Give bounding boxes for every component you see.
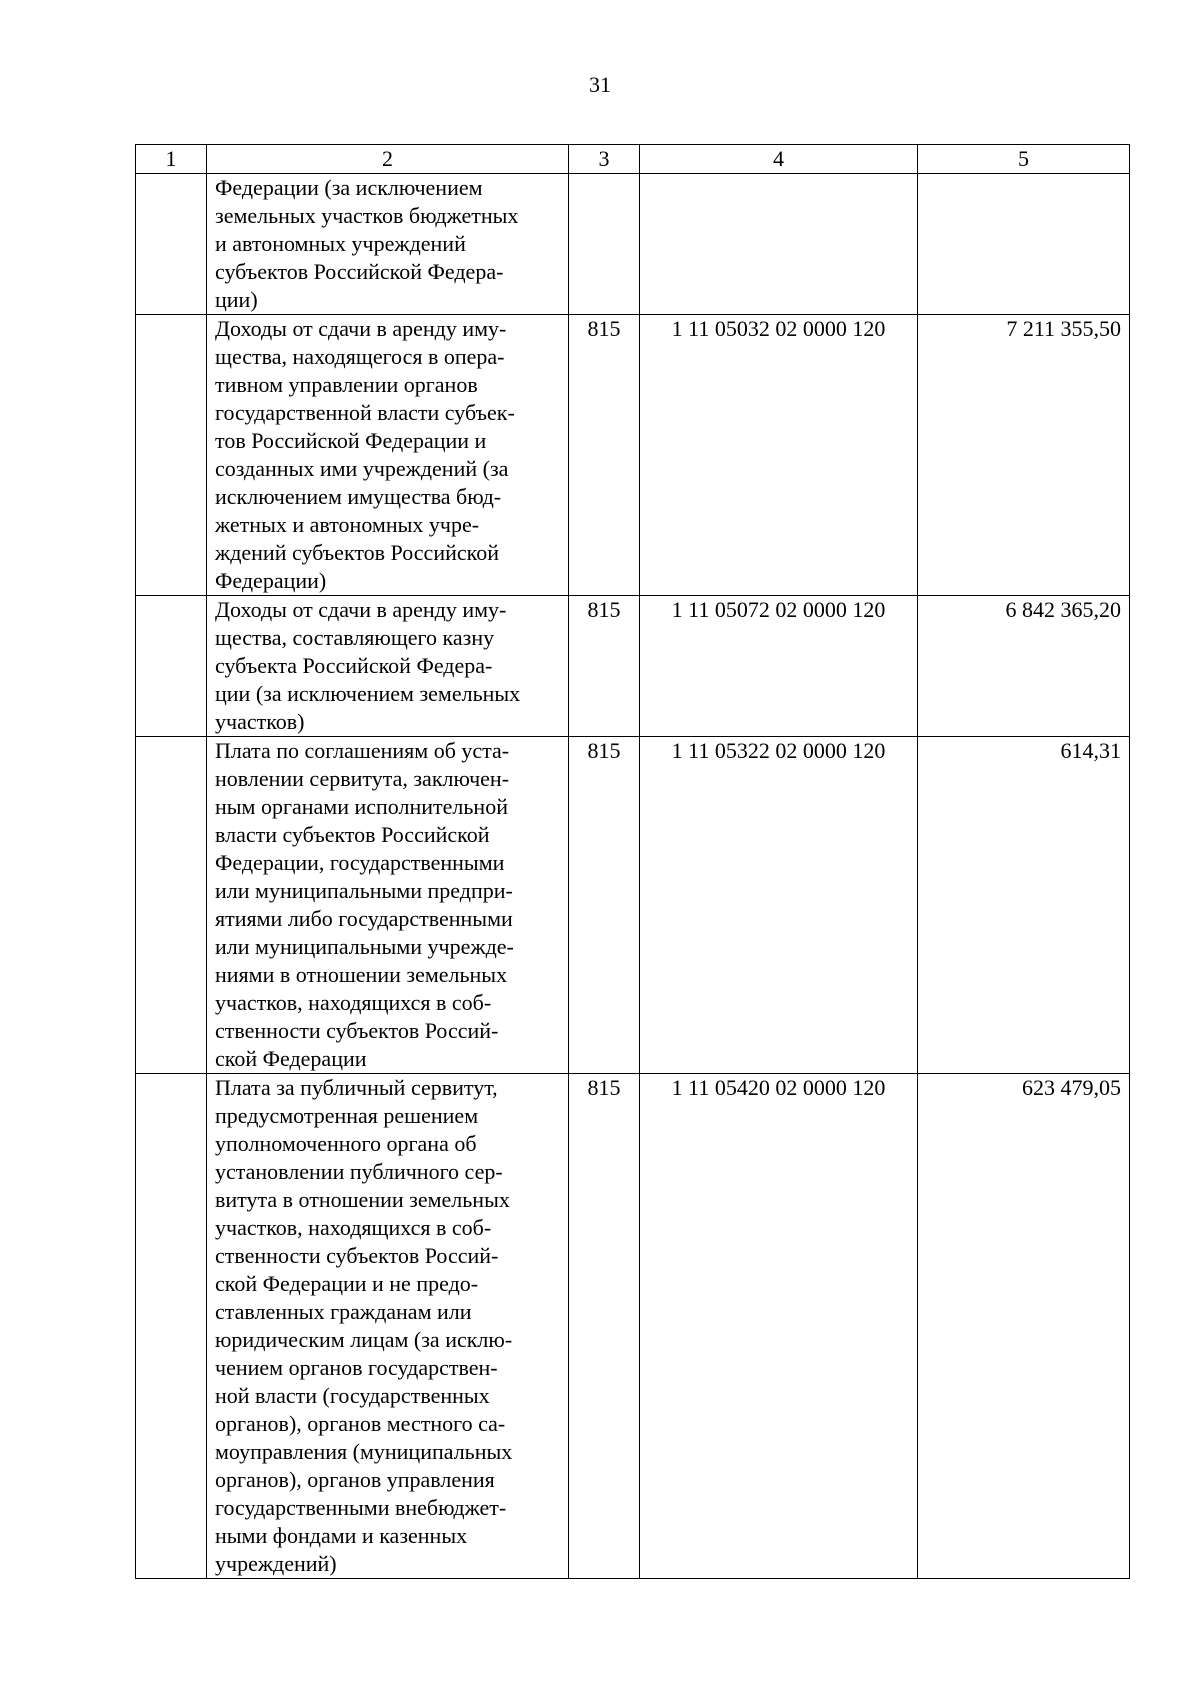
revenue-name-line: чением органов государствен-: [215, 1355, 498, 1380]
budget-classification-code-cell: 1 11 05072 02 0000 120: [640, 596, 918, 737]
revenue-name-line: щества, находящегося в опера-: [215, 344, 505, 369]
admin-code-cell: 815: [569, 737, 640, 1074]
table-row: [136, 315, 1130, 596]
budget-classification-code-cell: 1 11 05032 02 0000 120: [640, 315, 918, 596]
header-col-4: 4: [640, 145, 918, 174]
revenue-name-line: тивном управлении органов: [215, 372, 478, 397]
revenue-name-line: органов), органов местного са-: [215, 1411, 506, 1436]
budget-classification-code-cell: 1 11 05322 02 0000 120: [640, 737, 918, 1074]
revenue-name-line: ской Федерации: [215, 1046, 367, 1071]
revenue-name-line: и автономных учреждений: [215, 231, 466, 256]
revenue-name-line: ственности субъектов Россий-: [215, 1018, 499, 1043]
revenue-name-line: уполномоченного органа об: [215, 1131, 477, 1156]
revenue-name-cell: [207, 737, 569, 1074]
revenue-name-cell: [207, 315, 569, 596]
row-number-cell: [136, 315, 207, 596]
revenue-name-line: земельных участков бюджетных: [215, 203, 519, 228]
revenue-name-line: или муниципальными учрежде-: [215, 934, 514, 959]
table-row: [136, 737, 1130, 1074]
revenue-name-line: субъекта Российской Федера-: [215, 653, 493, 678]
table-row: [136, 1074, 1130, 1579]
revenue-name-line: Доходы от сдачи в аренду иму-: [215, 316, 507, 341]
revenue-name-line: предусмотренная решением: [215, 1103, 479, 1128]
header-col-1: 1: [136, 145, 207, 174]
revenue-name-line: ным органами исполнительной: [215, 794, 508, 819]
row-number-cell: [136, 596, 207, 737]
amount-cell: 7 211 355,50: [918, 315, 1130, 596]
revenue-name-line: участков): [215, 709, 305, 734]
revenue-name-line: ставленных гражданам или: [215, 1299, 472, 1324]
table-row: [136, 596, 1130, 737]
header-col-2: 2: [207, 145, 569, 174]
revenue-name-line: щества, составляющего казну: [215, 625, 495, 650]
revenue-name-line: государственными внебюджет-: [215, 1495, 507, 1520]
revenue-name-line: исключением имущества бюд-: [215, 484, 502, 509]
header-col-5: 5: [918, 145, 1130, 174]
revenue-name-line: ной власти (государственных: [215, 1383, 490, 1408]
row-number-cell: [136, 1074, 207, 1579]
revenue-name-line: Федерации): [215, 568, 327, 593]
revenue-name-line: участков, находящихся в соб-: [215, 1215, 492, 1240]
revenue-name-line: витута в отношении земельных: [215, 1187, 510, 1212]
amount-cell: 623 479,05: [918, 1074, 1130, 1579]
revenue-name-line: Плата по соглашениям об уста-: [215, 738, 510, 763]
revenue-name-line: ниями в отношении земельных: [215, 962, 508, 987]
revenue-name-line: юридическим лицам (за исклю-: [215, 1327, 513, 1352]
budget-classification-code-cell: 1 11 05420 02 0000 120: [640, 1074, 918, 1579]
revenue-name-line: ждений субъектов Российской: [215, 540, 499, 565]
revenue-table: [135, 144, 1130, 1579]
revenue-name-line: органов), органов управления: [215, 1467, 495, 1492]
admin-code-cell: [569, 174, 640, 315]
revenue-name-line: ятиями либо государственными: [215, 906, 513, 931]
revenue-name-line: государственной власти субъек-: [215, 400, 515, 425]
revenue-name-line: ными фондами и казенных: [215, 1523, 468, 1548]
page-number: 31: [589, 72, 611, 97]
revenue-name-line: моуправления (муниципальных: [215, 1439, 513, 1464]
amount-cell: 614,31: [918, 737, 1130, 1074]
revenue-name-line: участков, находящихся в соб-: [215, 990, 492, 1015]
revenue-name-line: Федерации, государственными: [215, 850, 505, 875]
table-row: [136, 174, 1130, 315]
revenue-name-line: Федерации (за исключением: [215, 175, 483, 200]
amount-cell: 6 842 365,20: [918, 596, 1130, 737]
revenue-name-line: учреждений): [215, 1551, 337, 1576]
admin-code-cell: 815: [569, 596, 640, 737]
revenue-name-line: ции): [215, 287, 258, 312]
revenue-name-line: ции (за исключением земельных: [215, 681, 521, 706]
row-number-cell: [136, 737, 207, 1074]
table-header-row: [136, 145, 1130, 174]
amount-cell: [918, 174, 1130, 315]
budget-classification-code-cell: [640, 174, 918, 315]
revenue-name-line: созданных ими учреждений (за: [215, 456, 509, 481]
revenue-name-line: субъектов Российской Федера-: [215, 259, 504, 284]
revenue-name-line: власти субъектов Российской: [215, 822, 490, 847]
revenue-name-cell: [207, 596, 569, 737]
revenue-name-line: новлении сервитута, заключен-: [215, 766, 510, 791]
revenue-name-line: Доходы от сдачи в аренду иму-: [215, 597, 507, 622]
revenue-name-cell: [207, 174, 569, 315]
revenue-name-line: установлении публичного сер-: [215, 1159, 503, 1184]
admin-code-cell: 815: [569, 1074, 640, 1579]
revenue-name-line: ственности субъектов Россий-: [215, 1243, 499, 1268]
revenue-name-line: тов Российской Федерации и: [215, 428, 487, 453]
revenue-name-line: жетных и автономных учре-: [215, 512, 480, 537]
revenue-name-line: ской Федерации и не предо-: [215, 1271, 479, 1296]
revenue-name-cell: [207, 1074, 569, 1579]
table-body: [136, 174, 1130, 1579]
revenue-name-line: Плата за публичный сервитут,: [215, 1075, 498, 1100]
row-number-cell: [136, 174, 207, 315]
revenue-name-line: или муниципальными предпри-: [215, 878, 513, 903]
admin-code-cell: 815: [569, 315, 640, 596]
header-col-3: 3: [569, 145, 640, 174]
